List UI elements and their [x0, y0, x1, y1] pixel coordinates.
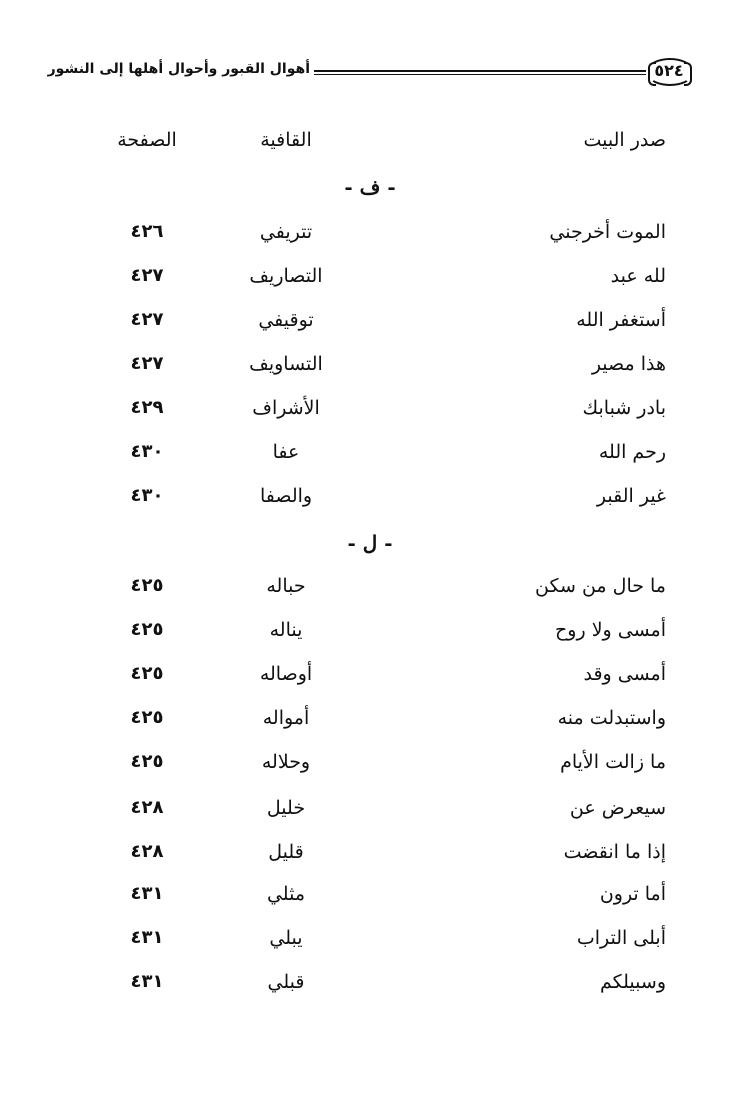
row-page: ٤٣١	[130, 927, 164, 948]
row-page: ٤٣١	[130, 883, 164, 904]
row-rhyme: أمواله	[262, 707, 310, 729]
row-page: ٤٣٠	[130, 441, 164, 462]
row-page: ٤٣١	[130, 971, 164, 992]
row-verse: بادر شبابك	[582, 397, 666, 419]
column-header-verse: صدر البيت	[583, 129, 666, 151]
row-rhyme: يناله	[269, 619, 303, 641]
row-rhyme: مثلي	[266, 883, 306, 905]
row-page: ٤٢٦	[130, 221, 164, 242]
row-verse: أبلى التراب	[576, 927, 666, 949]
row-rhyme: والصفا	[259, 485, 313, 507]
row-rhyme: خليل	[266, 797, 306, 819]
row-verse: هذا مصير	[591, 353, 666, 375]
row-verse: رحم الله	[598, 441, 666, 463]
row-rhyme: الأشراف	[252, 397, 320, 419]
row-verse: وسبيلكم	[600, 971, 666, 993]
row-page: ٤٢٩	[130, 397, 164, 418]
row-verse: ما حال من سكن	[535, 575, 666, 597]
row-verse: لله عبد	[610, 265, 666, 287]
row-verse: أمسى ولا روح	[555, 619, 666, 641]
row-rhyme: عفا	[272, 441, 300, 463]
row-verse: سيعرض عن	[569, 797, 666, 819]
row-rhyme: التساويف	[249, 353, 323, 375]
row-rhyme: يبلي	[269, 927, 303, 949]
row-verse: أمسى وقد	[583, 663, 666, 685]
row-rhyme: توقيفي	[258, 309, 314, 331]
column-header-rhyme: القافية	[260, 129, 312, 151]
running-title: أهوال القبور وأحوال أهلها إلى النشور	[47, 61, 310, 77]
row-verse: غير القبر	[596, 485, 666, 507]
row-rhyme: قبلي	[267, 971, 305, 993]
row-verse: واستبدلت منه	[557, 707, 666, 729]
row-rhyme: أوصاله	[259, 663, 313, 685]
row-verse: أما ترون	[599, 883, 666, 905]
row-page: ٤٢٥	[130, 575, 164, 596]
row-page: ٤٢٥	[130, 751, 164, 772]
row-page: ٤٢٧	[130, 265, 164, 286]
row-page: ٤٢٧	[130, 309, 164, 330]
row-page: ٤٣٠	[130, 485, 164, 506]
row-verse: إذا ما انقضت	[563, 841, 666, 863]
page-number: ٥٢٤	[654, 61, 684, 80]
row-page: ٤٢٥	[130, 619, 164, 640]
row-verse: ما زالت الأيام	[560, 751, 666, 773]
row-rhyme: تتريفي	[259, 221, 313, 243]
row-page: ٤٢٥	[130, 707, 164, 728]
row-page: ٤٢٥	[130, 663, 164, 684]
row-page: ٤٢٨	[130, 841, 164, 862]
column-header-page: الصفحة	[117, 129, 177, 151]
row-verse: أستغفر الله	[576, 309, 666, 331]
row-rhyme: قليل	[268, 841, 304, 863]
row-page: ٤٢٨	[130, 797, 164, 818]
row-page: ٤٢٧	[130, 353, 164, 374]
row-verse: الموت أخرجني	[549, 221, 666, 243]
section-heading: - ف -	[344, 175, 396, 199]
row-rhyme: وحلاله	[261, 751, 311, 773]
row-rhyme: حباله	[266, 575, 306, 597]
row-rhyme: التصاريف	[249, 265, 323, 287]
section-heading: - ل -	[347, 531, 393, 555]
